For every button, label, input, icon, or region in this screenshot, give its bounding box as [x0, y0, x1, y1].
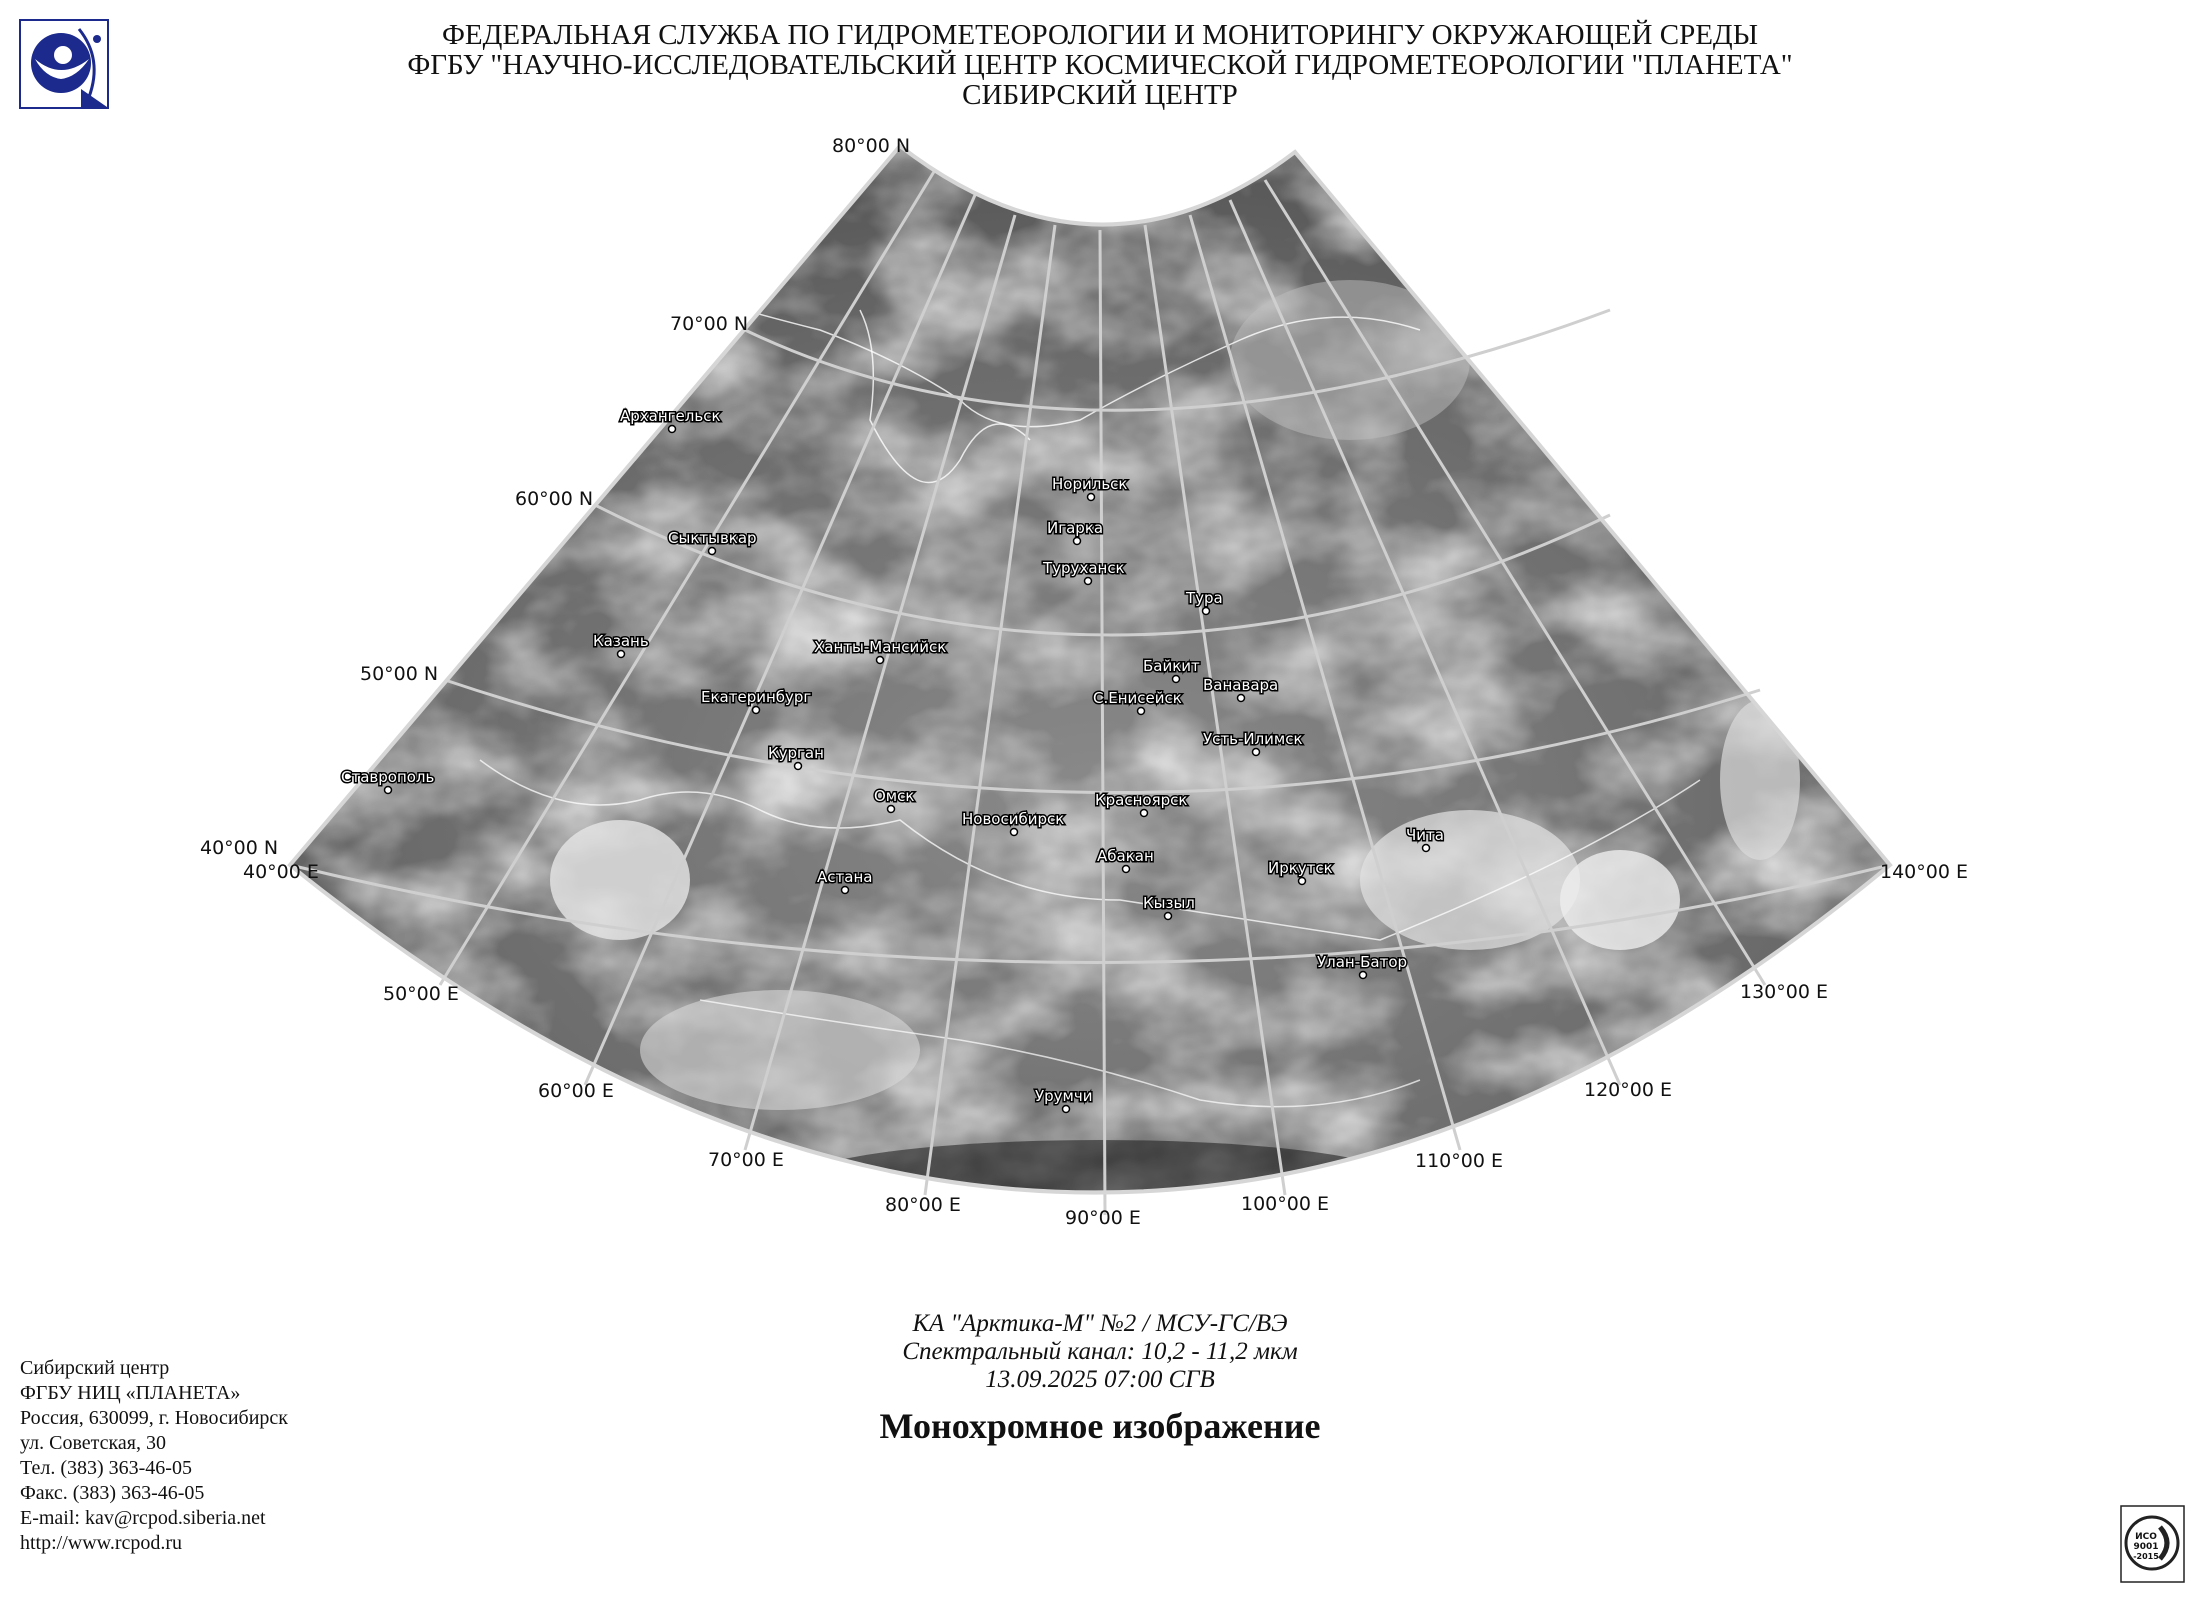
caption-datetime: 13.09.2025 07:00 СГВ: [985, 1366, 1215, 1393]
lon-label-140: 140°00 E: [1880, 861, 1968, 883]
city-label: С.Енисейск: [1093, 689, 1182, 707]
city-label: Абакан: [1097, 847, 1154, 865]
contact-line: ул. Советская, 30: [20, 1432, 166, 1454]
city-label: Байкит: [1143, 657, 1200, 675]
contact-line: ФГБУ НИЦ «ПЛАНЕТА»: [20, 1382, 241, 1404]
city-label: Улан-Батор: [1317, 953, 1408, 971]
lon-label-80: 80°00 E: [885, 1194, 961, 1216]
contact-line: Тел. (383) 363-46-05: [20, 1457, 192, 1479]
contact-block: [20, 1356, 288, 1556]
city-label: Усть-Илимск: [1203, 730, 1303, 748]
city-label: Игарка: [1047, 519, 1104, 537]
city-label: Архангельск: [620, 407, 721, 425]
header-line-2: ФГБУ "НАУЧНО-ИССЛЕДОВАТЕЛЬСКИЙ ЦЕНТР КОСМИЧЕСКОЙ ГИДРОМЕТЕОРОЛОГИИ "ПЛАНЕТА": [407, 49, 1793, 81]
lon-label-130: 130°00 E: [1740, 981, 1828, 1003]
city-label: Урумчи: [1035, 1087, 1093, 1105]
header-line-1: ФЕДЕРАЛЬНАЯ СЛУЖБА ПО ГИДРОМЕТЕОРОЛОГИИ И МОНИТОРИНГУ ОКРУЖАЮЩЕЙ СРЕДЫ: [442, 19, 1758, 51]
city-label: Ванавара: [1203, 676, 1279, 694]
iso-certification-badge: [2120, 1505, 2185, 1583]
city-label: Сыктывкар: [668, 529, 757, 547]
iso-text: ИСО: [2135, 1532, 2157, 1542]
lat-label-50: 50°00 N: [360, 663, 439, 685]
city-label: Красноярск: [1095, 791, 1188, 809]
city-label: Кызыл: [1143, 894, 1195, 912]
city-label: Астана: [817, 868, 873, 886]
caption-channel: Спектральный канал: 10,2 - 11,2 мкм: [902, 1338, 1298, 1365]
lon-label-110: 110°00 E: [1415, 1150, 1503, 1172]
city-label: Тура: [1186, 589, 1223, 607]
lat-label-70: 70°00 N: [670, 313, 749, 335]
lat-label-80: 80°00 N: [832, 135, 911, 157]
lon-label-40: 40°00 E: [243, 861, 319, 883]
contact-line: Сибирский центр: [20, 1357, 170, 1379]
contact-line: Россия, 630099, г. Новосибирск: [20, 1407, 289, 1429]
lat-label-40: 40°00 N: [200, 837, 279, 859]
iso-text: -2015: [2133, 1552, 2159, 1561]
city-label: Курган: [768, 744, 824, 762]
city-label: Ханты-Мансийск: [814, 638, 947, 656]
lon-label-90: 90°00 E: [1065, 1207, 1141, 1229]
lat-label-60: 60°00 N: [515, 488, 594, 510]
image-title: Монохромное изображение: [879, 1406, 1321, 1446]
image-caption: [0, 1310, 2200, 1394]
lon-label-70: 70°00 E: [708, 1149, 784, 1171]
city-label: Чита: [1406, 826, 1444, 844]
lon-label-50: 50°00 E: [383, 983, 459, 1005]
city-label: Екатеринбург: [701, 688, 812, 706]
header-line-3: СИБИРСКИЙ ЦЕНТР: [962, 79, 1238, 111]
caption-satellite: КА "Арктика-М" №2 / МСУ-ГС/ВЭ: [912, 1310, 1288, 1337]
lon-label-120: 120°00 E: [1584, 1079, 1672, 1101]
iso-text: 9001: [2133, 1542, 2159, 1552]
city-label: Туруханск: [1043, 559, 1125, 577]
lon-label-100: 100°00 E: [1241, 1193, 1329, 1215]
city-label: Иркутск: [1268, 859, 1333, 877]
contact-line: Факс. (383) 363-46-05: [20, 1482, 205, 1504]
city-label: Ставрополь: [341, 768, 435, 786]
city-label: Казань: [593, 632, 649, 650]
lon-label-60: 60°00 E: [538, 1080, 614, 1102]
contact-website: http://www.rcpod.ru: [20, 1532, 183, 1554]
city-label: Норильск: [1052, 475, 1128, 493]
contact-email: E-mail: kav@rcpod.siberia.net: [20, 1507, 266, 1529]
city-label: Омск: [874, 787, 915, 805]
city-label: Новосибирск: [962, 810, 1065, 828]
